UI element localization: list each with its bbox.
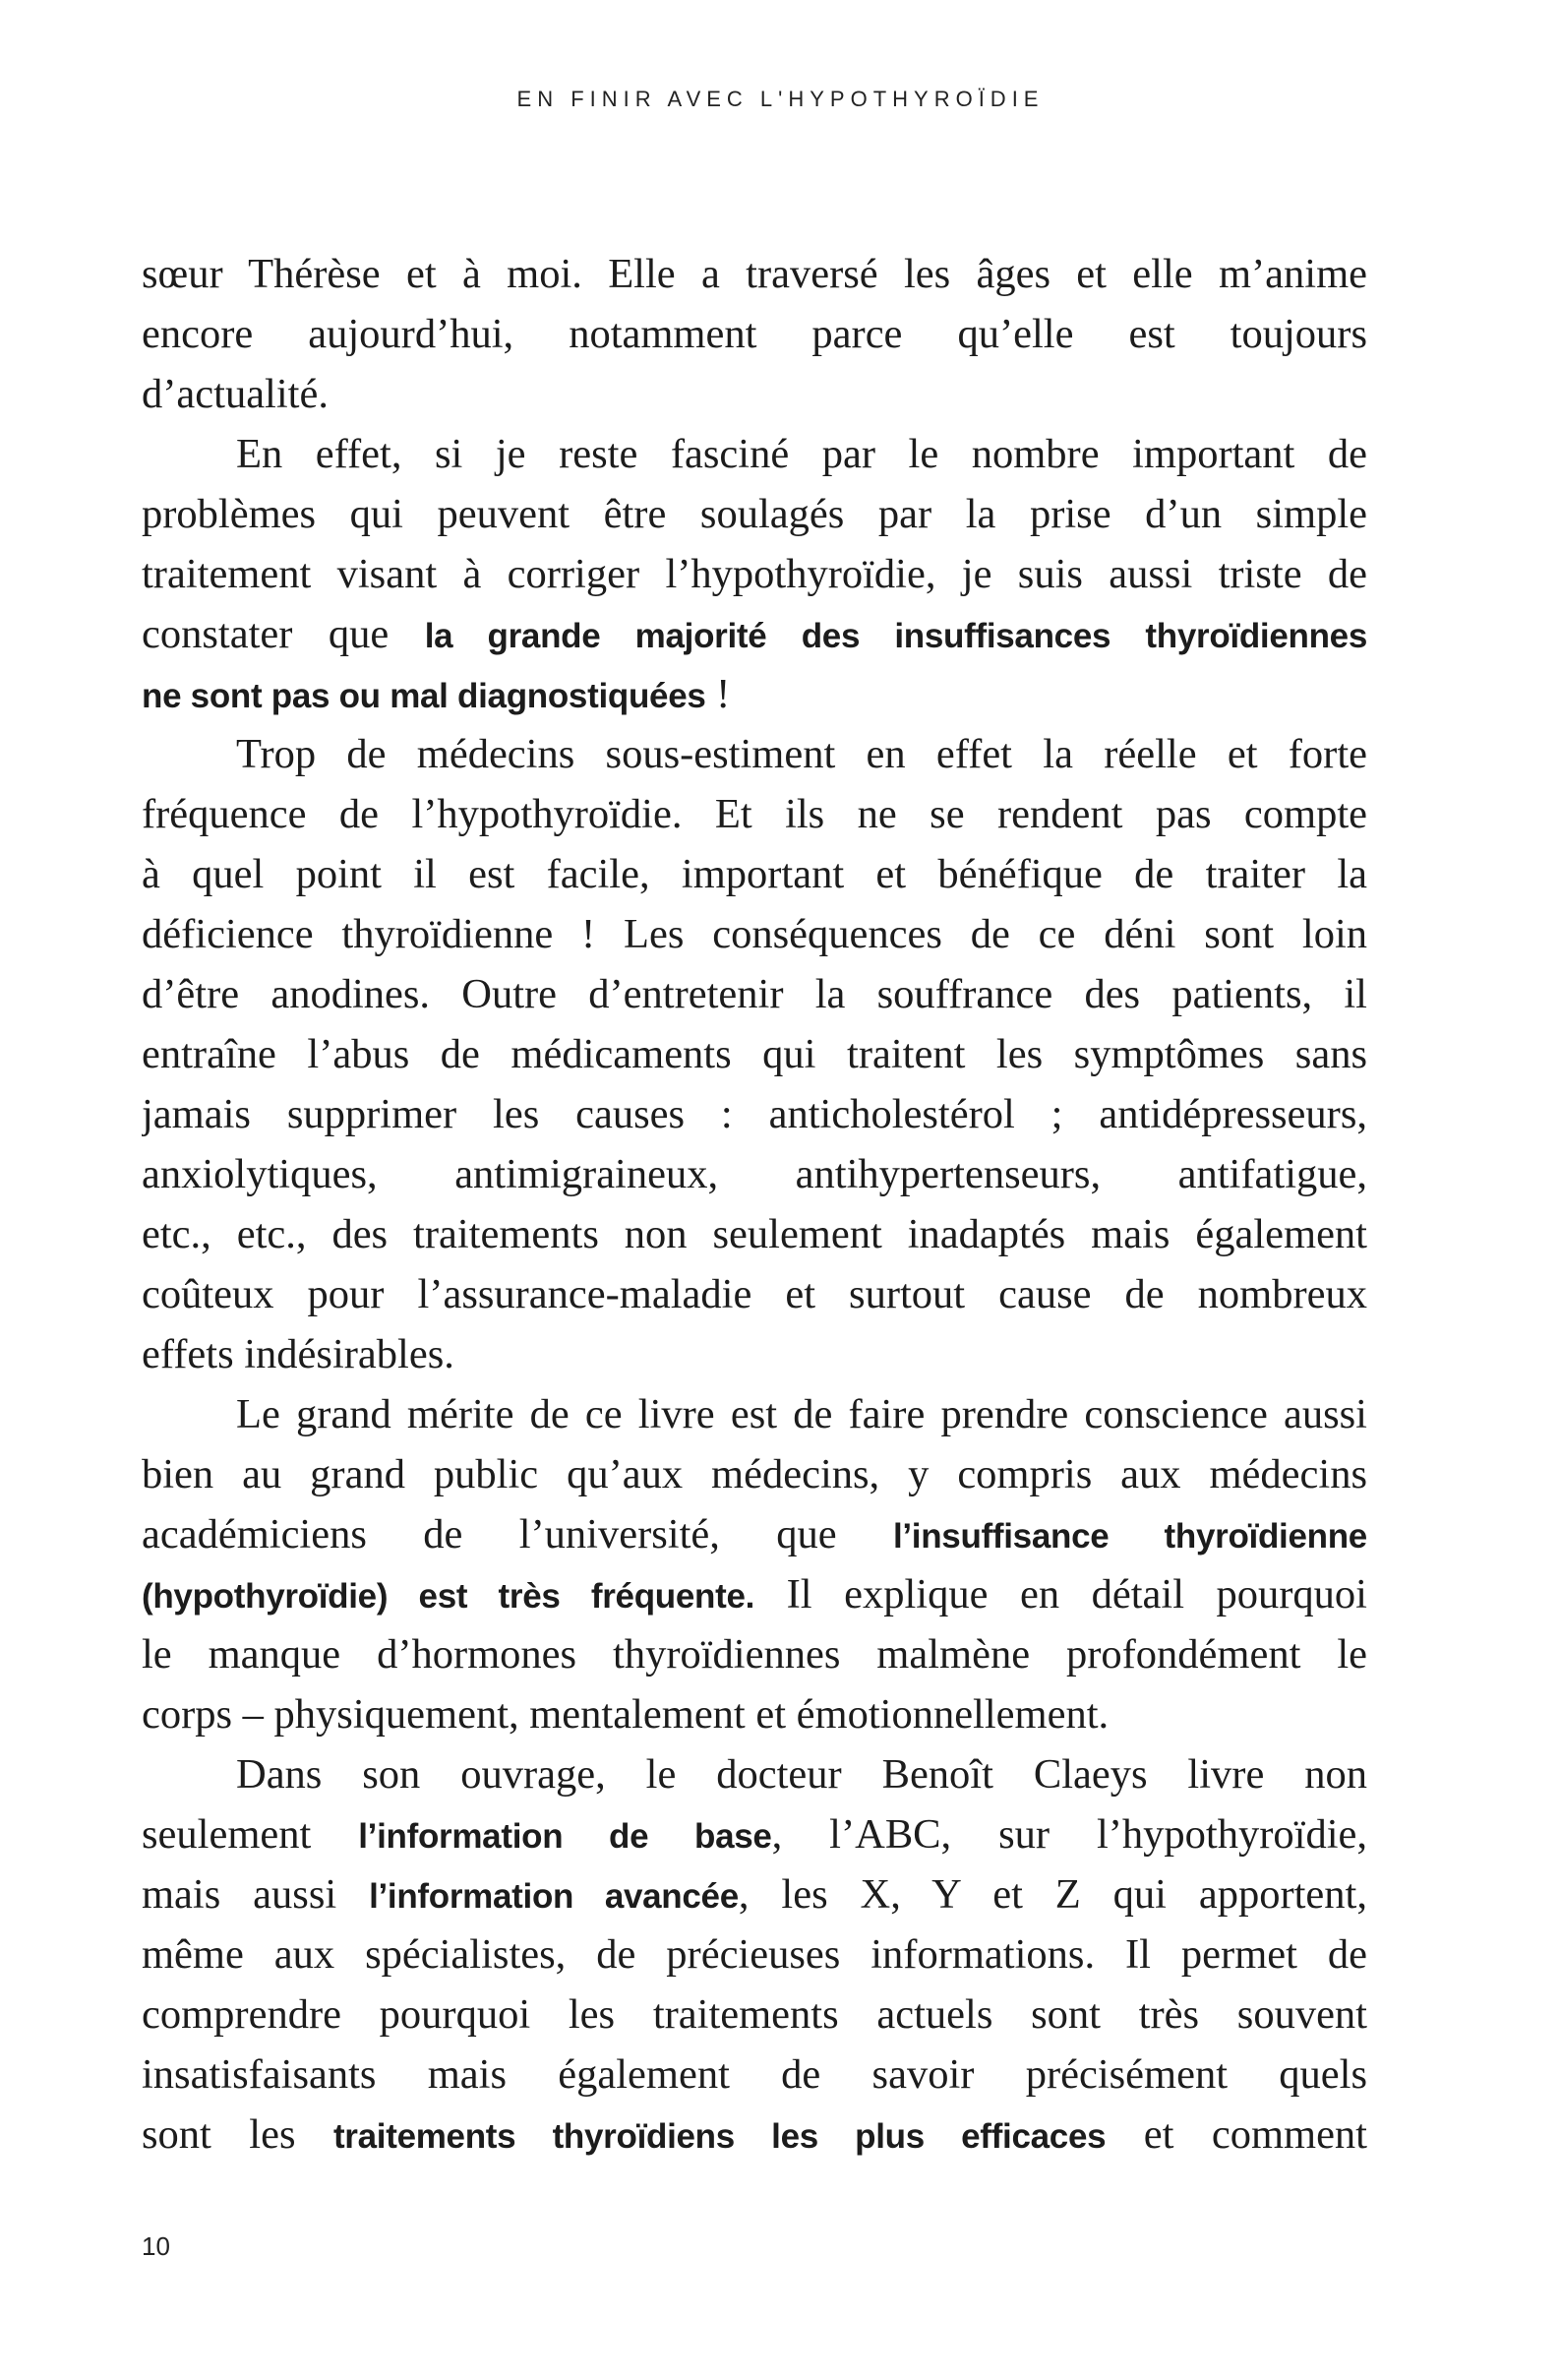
page-number: 10 — [142, 2231, 170, 2261]
text-run: le manque d’hormones thyroïdiennes malmène profondément le — [142, 1631, 1367, 1678]
text-run: problèmes qui peuvent être soulagés par la prise d’un simple — [142, 491, 1367, 537]
text-line — [142, 724, 1367, 784]
text-run: Il explique en détail pourquoi — [754, 1571, 1367, 1617]
text-run: Trop de médecins sous-estiment en effet la réelle et forte — [236, 731, 1367, 777]
text-line — [142, 784, 1367, 844]
text-line — [142, 664, 1367, 724]
text-line — [142, 1444, 1367, 1504]
text-line — [142, 1984, 1367, 2044]
bold-emphasis: l’information avancée — [369, 1877, 739, 1916]
text-run: académiciens de l’université, que — [142, 1511, 893, 1557]
text-run: d’actualité. — [142, 371, 329, 417]
text-run: ! — [705, 671, 731, 717]
text-line — [142, 424, 1367, 484]
text-run: etc., etc., des traitements non seulement inadaptés mais également — [142, 1211, 1367, 1257]
text-line — [142, 1324, 1367, 1384]
bold-emphasis: ne sont pas ou mal diagnostiquées — [142, 677, 706, 715]
text-line — [142, 1804, 1367, 1864]
text-line — [142, 544, 1367, 604]
text-run: même aux spécialistes, de précieuses informations. Il permet de — [142, 1931, 1367, 1978]
text-run: Le grand mérite de ce livre est de faire prendre conscience aussi — [236, 1391, 1367, 1437]
text-line — [142, 1144, 1367, 1204]
text-line — [142, 1504, 1367, 1564]
text-run: jamais supprimer les causes : anticholestérol ; antidépresseurs, — [142, 1091, 1367, 1137]
text-line — [142, 304, 1367, 364]
text-run: déficience thyroïdienne ! Les conséquences de ce déni sont loin — [142, 911, 1367, 957]
text-line — [142, 604, 1367, 664]
text-line — [142, 1024, 1367, 1084]
text-run: d’être anodines. Outre d’entretenir la souffrance des patients, il — [142, 971, 1367, 1017]
bold-emphasis: (hypothyroïdie) est très fréquente. — [142, 1577, 755, 1616]
text-run: et comment — [1106, 2111, 1367, 2158]
text-line — [142, 844, 1367, 904]
text-run: anxiolytiques, antimigraineux, antihypertenseurs, antifatigue, — [142, 1151, 1367, 1197]
bold-emphasis: l’information de base — [358, 1817, 772, 1856]
text-line — [142, 2044, 1367, 2105]
text-run: effets indésirables. — [142, 1331, 454, 1377]
text-run: comprendre pourquoi les traitements actuels sont très souvent — [142, 1991, 1367, 2038]
text-run: corps – physiquement, mentalement et émotionnellement. — [142, 1691, 1110, 1738]
text-line — [142, 1264, 1367, 1324]
text-line — [142, 1864, 1367, 1924]
bold-emphasis: l’insuffisance thyroïdienne — [892, 1517, 1367, 1556]
text-line — [142, 1564, 1367, 1624]
text-run: entraîne l’abus de médicaments qui traitent les symptômes sans — [142, 1031, 1367, 1077]
text-run: sœur Thérèse et à moi. Elle a traversé les âges et elle m’anime — [142, 251, 1367, 297]
text-line — [142, 1384, 1367, 1444]
body-text — [142, 244, 1367, 2165]
text-run: à quel point il est facile, important et bénéfique de traiter la — [142, 851, 1367, 897]
text-run: Dans son ouvrage, le docteur Benoît Claeys livre non — [236, 1751, 1367, 1798]
text-run: mais aussi — [142, 1871, 370, 1918]
text-line — [142, 964, 1367, 1024]
text-line — [142, 2105, 1367, 2165]
text-run: encore aujourd’hui, notamment parce qu’elle est toujours — [142, 311, 1367, 357]
text-line — [142, 1624, 1367, 1684]
text-run: En effet, si je reste fasciné par le nombre important de — [236, 431, 1367, 477]
bold-emphasis: la grande majorité des insuffisances thyroïdiennes — [424, 617, 1367, 655]
text-run: constater que — [142, 611, 425, 657]
bold-emphasis: traitements thyroïdiens les plus efficaces — [332, 2117, 1107, 2156]
text-run: , les X, Y et Z qui apportent, — [738, 1871, 1367, 1918]
text-line — [142, 904, 1367, 964]
text-line — [142, 484, 1367, 544]
text-run: seulement — [142, 1811, 359, 1858]
text-line — [142, 244, 1367, 304]
running-head-title: EN FINIR AVEC L'HYPOTHYROÏDIE — [516, 87, 1045, 111]
text-run: sont les — [142, 2111, 333, 2158]
text-run: traitement visant à corriger l’hypothyroïdie, je suis aussi triste de — [142, 551, 1367, 597]
text-run: , l’ABC, sur l’hypothyroïdie, — [771, 1811, 1367, 1858]
text-line — [142, 364, 1367, 424]
text-run: bien au grand public qu’aux médecins, y compris aux médecins — [142, 1451, 1367, 1497]
text-line — [142, 1744, 1367, 1804]
text-run: fréquence de l’hypothyroïdie. Et ils ne se rendent pas compte — [142, 791, 1367, 837]
text-run: insatisfaisants mais également de savoir précisément quels — [142, 2051, 1367, 2098]
text-line — [142, 1084, 1367, 1144]
text-line — [142, 1204, 1367, 1264]
text-line — [142, 1684, 1367, 1744]
text-run: coûteux pour l’assurance-maladie et surtout cause de nombreux — [142, 1271, 1367, 1317]
text-line — [142, 1924, 1367, 1984]
